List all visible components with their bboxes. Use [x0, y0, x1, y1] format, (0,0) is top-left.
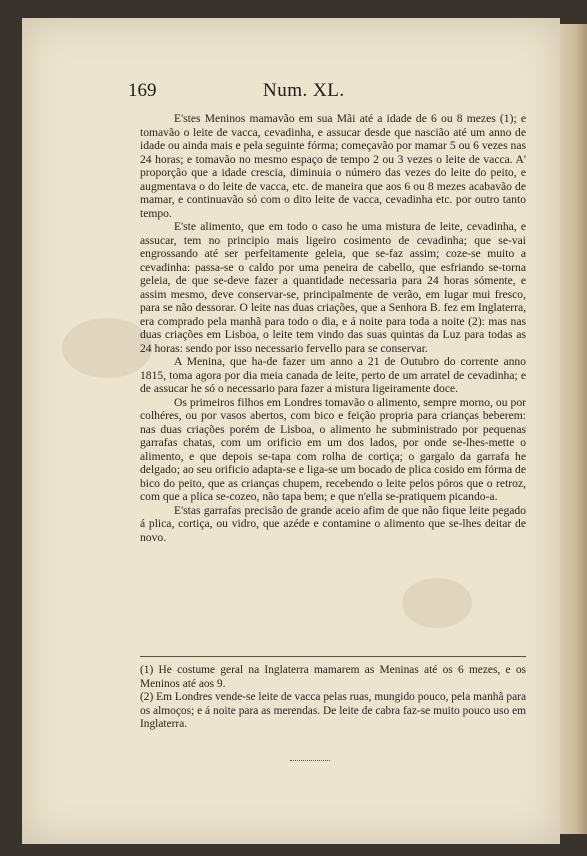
footnotes	[140, 664, 526, 732]
paragraph: Os primeiros filhos em Londres tomavão o alimento, sempre morno, ou por colhéres, ou por vasos abertos, com bico e feição propria para crianças beberem: nas duas criações porém de Lisboa, o alimento he subministrado por pequenas garrafas chatas, com um orificio em um dos lados, por onde se-lhes-mette o alimento, e que depois se-tapa com rolha de cortiça; o gargalo da garrafa he delgado; ao seu orificio adapta-se e liga-se um bocado de plica cosido em fórma de bico do peito, que as crianças chupem, recebendo o leite pelos póros que o retroz, com que a plica se-cozeo, não tapa bem; e que n'ella se-pratiquem picando-a.	[140, 395, 526, 503]
footnote-rule	[140, 656, 526, 657]
paragraph: E'stes Meninos mamavão em sua Mãi até a idade de 6 ou 8 mezes (1); e tomavão o leite de vacca, cevadinha, e assucar desde que nascião até um anno de idade ou ainda mais e pela seguinte fórma; começavão por mamar 5 ou 6 vezes nas 24 horas; e tomavão no mesmo espaço de tempo 2 ou 3 vezes o leite de vacca. A' proporção que a idade crescia, diminuia o número das vezes do leite do peito, e augmentava o do leite de vacca, etc. de maneira que aos 6 ou 8 mezes acabavão de mamar, e continuavão só com o dito leite de vacca, cevadinha etc. por outro tanto tempo.	[140, 112, 526, 220]
paragraph: E'ste alimento, que em todo o caso he uma mistura de leite, cevadinha, e assucar, tem no principio mais ligeiro cosimento de cevadinha; que se-vai engrossando até ser perfeitamente geleia, que se-faz assim; coze-se muito a cevadinha: passa-se o caldo por uma peneira de cabello, que esfriando se-torna geleia, de que se-deve fazer a quantidade necessaria para 24 horas sómente, e assim mesmo, deve conservar-se, principalmente de verão, em lugar mui fresco, para se não dessorar. O leite nas duas criações, que a Senhora B. fez em Inglaterra, era comprado pela manhã para todo o dia, e á noite para toda a noite (2): mas nas duas criações em Lisboa, o leite tem vindo das suas quintas da Luz para todas as 24 horas: sendo por isso necessario fervello para se conservar.	[140, 220, 526, 355]
page-header	[128, 80, 528, 104]
main-text	[140, 112, 526, 544]
paper-stain	[402, 578, 472, 628]
paper-stain	[62, 318, 152, 378]
paragraph: E'stas garrafas precisão de grande aceio afim de que não fique leite pegado á plica, cortiça, ou vidro, que azéde e contamine o alimento que se-lhes deitar de novo.	[140, 503, 526, 544]
paragraph: A Menina, que ha-de fazer um anno a 21 de Outubro do corrente anno 1815, toma agora por dia meia canada de leite, perto de um arratel de cevadinha; e de assucar he só o necessario para fazer a mistura ligeiramente doce.	[140, 355, 526, 395]
page-number: 169	[128, 80, 157, 101]
footnote: (2) Em Londres vende-se leite de vacca pelas ruas, mungido pouco, pela manhã para os almoços; e á noite para as merendas. De leite de cabra faz-se muito pouco uso em Inglaterra.	[140, 691, 526, 730]
footnote: (1) He costume geral na Inglaterra mamarem as Meninas até os 6 mezes, e os Meninos até aos 9.	[140, 664, 526, 690]
ornament-rule	[290, 760, 330, 762]
issue-title: Num. XL.	[263, 80, 345, 101]
page-edge	[560, 24, 587, 834]
